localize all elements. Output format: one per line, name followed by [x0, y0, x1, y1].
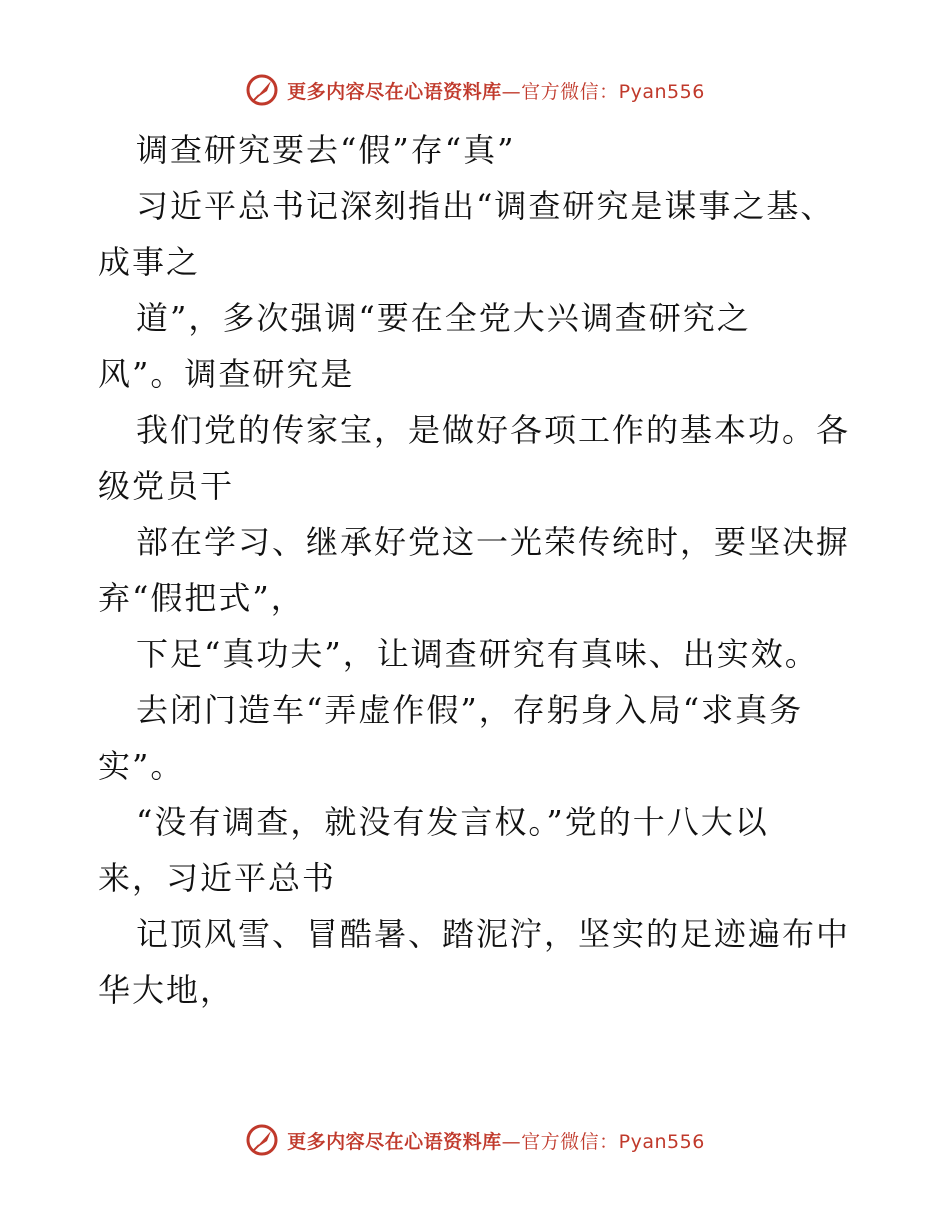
document-body — [98, 122, 858, 1018]
doc-line: 下足“真功夫”，让调查研究有真味、出实效。 — [136, 635, 819, 673]
footer-watermark — [0, 1120, 950, 1160]
doc-line: 习近平总书记深刻指出“调查研究是谋事之基、 — [136, 187, 835, 225]
doc-line: 华大地， — [98, 971, 235, 1009]
doc-line: 道”，多次强调“要在全党大兴调查研究之 — [136, 299, 751, 337]
watermark-wechat-text: —官方微信：Pyan556 — [501, 80, 705, 103]
watermark-main-text: 更多内容尽在心语资料库 — [287, 80, 502, 103]
doc-line: 弃“假把式”， — [98, 579, 305, 617]
doc-line: 成事之 — [98, 243, 201, 281]
doc-title: 调查研究要去“假”存“真” — [136, 131, 516, 169]
doc-line: 来，习近平总书 — [98, 859, 337, 897]
header-watermark — [0, 70, 950, 110]
doc-line: 记顶风雪、冒酷暑、踏泥泞，坚实的足迹遍布中 — [136, 915, 851, 953]
quill-logo-icon — [245, 1123, 279, 1157]
watermark-text — [287, 1127, 705, 1154]
doc-line: 风”。调查研究是 — [98, 355, 355, 393]
watermark-wechat-text: —官方微信：Pyan556 — [501, 1130, 705, 1153]
quill-logo-icon — [245, 73, 279, 107]
doc-line: 去闭门造车“弄虚作假”，存躬身入局“求真务 — [136, 691, 804, 729]
doc-line: 实”。 — [98, 747, 185, 785]
doc-line: 部在学习、继承好党这一光荣传统时，要坚决摒 — [136, 523, 851, 561]
watermark-main-text: 更多内容尽在心语资料库 — [287, 1130, 502, 1153]
watermark-text — [287, 77, 705, 104]
doc-line: 我们党的传家宝，是做好各项工作的基本功。各 — [136, 411, 851, 449]
doc-line: 级党员干 — [98, 467, 235, 505]
doc-line: “没有调查，就没有发言权。”党的十八大以 — [136, 803, 769, 841]
